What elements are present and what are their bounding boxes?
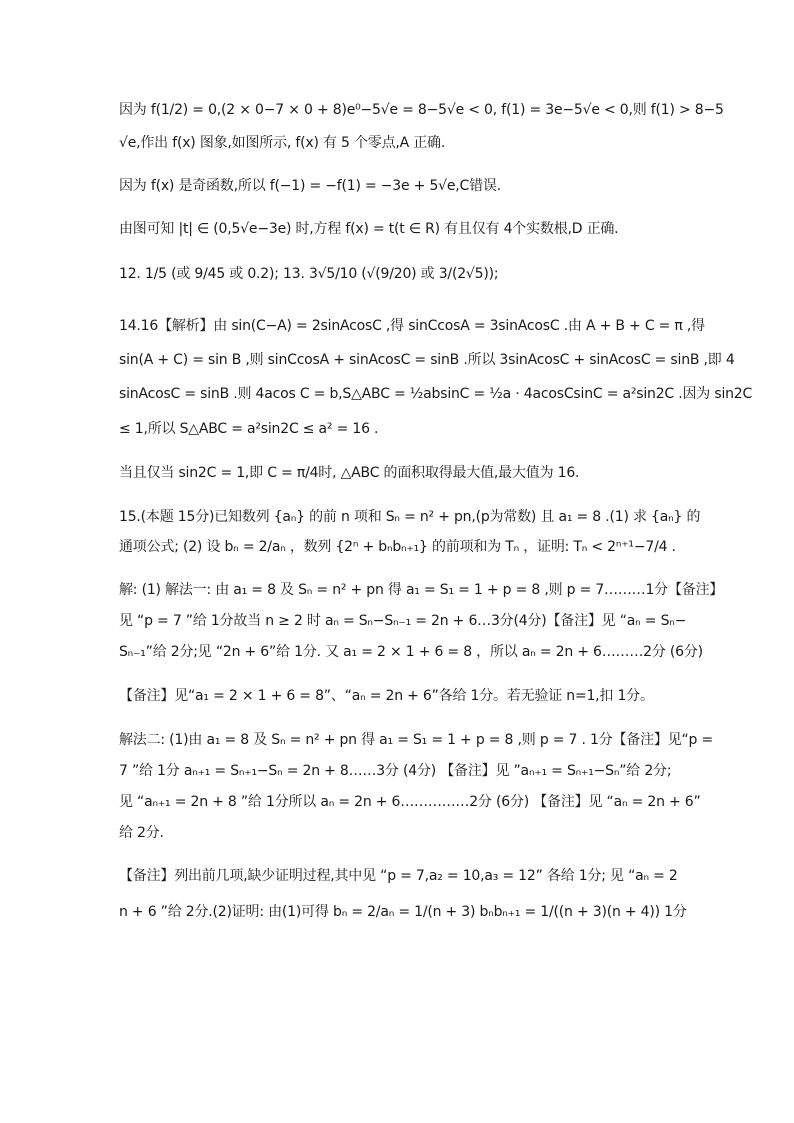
text-line: n + 6 ”给 2分.(2)证明: 由(1)可得 bₙ = 2/aₙ = 1/(n + 3) bₙbₙ₊₁ = 1/((n + 3)(n + 4)) 1分 [119,904,687,920]
text-line: Sₙ₋₁”给 2分;见 “2n + 6”给 1分. 又 a₁ = 2 × 1 + 6 = 8 ，所以 aₙ = 2n + 6………2分 (6分) [119,644,703,660]
text-line: ≤ 1,所以 S△ABC = a²sin2C ≤ a² = 16 . [119,421,379,437]
text-line: 由图可知 |t| ∈ (0,5√e−3e) 时,方程 f(x) = t(t ∈ R) 有且仅有 4个实数根,D 正确. [119,221,619,237]
text-line: 14.16【解析】由 sin(C−A) = 2sinAcosC ,得 sinCcosA = 3sinAcosC .由 A + B + C = π ,得 [119,318,705,334]
text-line: 当且仅当 sin2C = 1,即 C = π/4时, △ABC 的面积取得最大值,最大值为 16. [119,465,580,481]
text-line: 因为 f(x) 是奇函数,所以 f(−1) = −f(1) = −3e + 5√e,C错误. [119,178,501,194]
text-line: 通项公式; (2) 设 bₙ = 2/aₙ ，数列 {2ⁿ + bₙbₙ₊₁} 的前项和为 Tₙ ，证明: Tₙ < 2ⁿ⁺¹−7/4 . [119,539,676,555]
text-line: √e,作出 f(x) 图象,如图所示, f(x) 有 5 个零点,A 正确. [119,135,446,151]
text-line: 见 “p = 7 ”给 1分故当 n ≥ 2 时 aₙ = Sₙ−Sₙ₋₁ = 2n + 6…3分(4分)【备注】见 “aₙ = Sₙ− [119,613,687,629]
text-line: 见 “aₙ₊₁ = 2n + 8 ”给 1分所以 aₙ = 2n + 6……………2分 (6分) 【备注】见 “aₙ = 2n + 6” [119,794,701,810]
text-line: 因为 f(1/2) = 0,(2 × 0−7 × 0 + 8)e⁰−5√e = 8−5√e < 0, f(1) = 3e−5√e < 0,则 f(1) > 8−5 [119,102,724,118]
text-line: 【备注】列出前几项,缺少证明过程,其中见 “p = 7,a₂ = 10,a₃ = 12” 各给 1分; 见 “aₙ = 2 [119,868,678,884]
text-line: 【备注】见“a₁ = 2 × 1 + 6 = 8”、“aₙ = 2n + 6”各给 1分。若无验证 n=1,扣 1分。 [119,688,654,704]
text-line: sinAcosC = sinB .则 4acos C = b,S△ABC = ½absinC = ½a · 4acosCsinC = a²sin2C .因为 sin2C [119,386,753,402]
text-line: 解法二: (1)由 a₁ = 8 及 Sₙ = n² + pn 得 a₁ = S₁ = 1 + p = 8 ,则 p = 7 . 1分【备注】见“p = [119,732,714,748]
text-line: 7 ”给 1分 aₙ₊₁ = Sₙ₊₁−Sₙ = 2n + 8……3分 (4分) 【备注】见 ”aₙ₊₁ = Sₙ₊₁−Sₙ”给 2分; [119,763,672,779]
text-line: 给 2分. [119,825,164,841]
text-line: 15.(本题 15分)已知数列 {aₙ} 的前 n 项和 Sₙ = n² + pn,(p为常数) 且 a₁ = 8 .(1) 求 {aₙ} 的 [119,509,701,525]
text-line: 12. 1/5 (或 9/45 或 0.2); 13. 3√5/10 (√(9/20) 或 3/(2√5)); [119,266,499,282]
text-line: 解: (1) 解法一: 由 a₁ = 8 及 Sₙ = n² + pn 得 a₁ = S₁ = 1 + p = 8 ,则 p = 7………1分【备注】 [119,582,724,598]
text-line: sin(A + C) = sin B ,则 sinCcosA + sinAcosC = sinB .所以 3sinAcosC + sinAcosC = sinB ,即 4 [119,352,735,368]
